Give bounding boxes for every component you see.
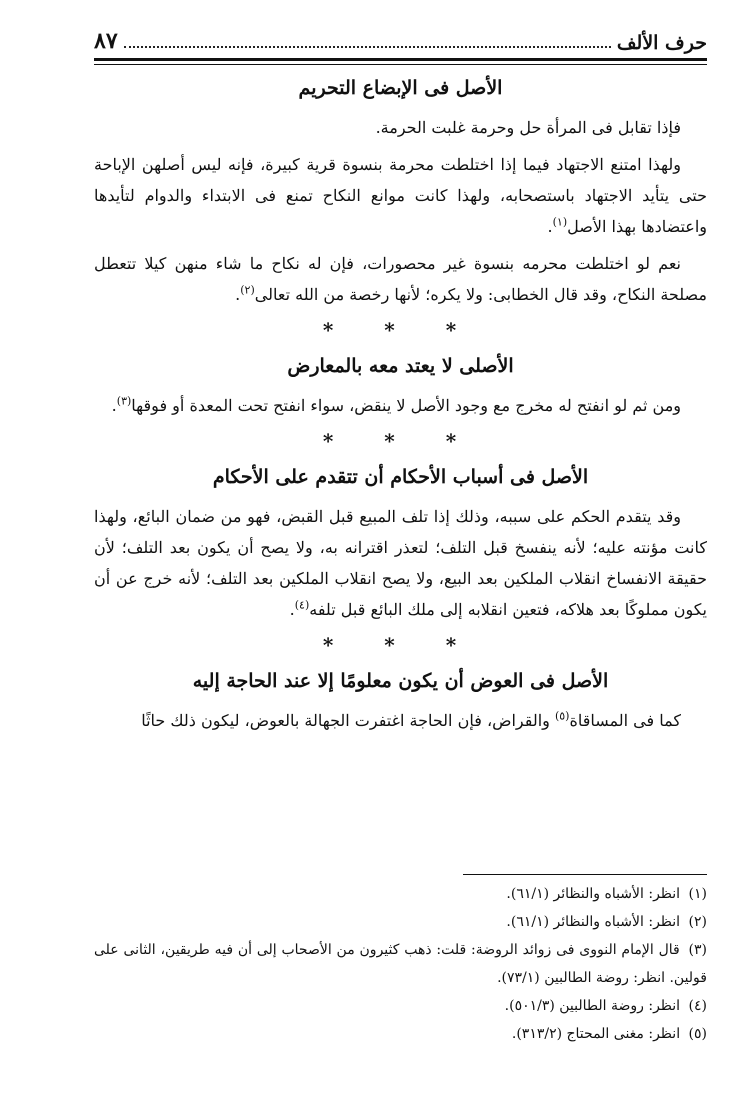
paragraph-tail: .: [235, 285, 241, 304]
footnote-text: انظر: مغنى المحتاج (٣١٣/٢).: [511, 1026, 681, 1042]
main-text: [94, 66, 707, 742]
paragraph-text: كما فى المساقاة: [569, 711, 681, 730]
footnote: [94, 880, 707, 908]
footnote-number: (١): [688, 886, 707, 902]
section-heading: الأصل فى العوض أن يكون معلومًا إلا عند الحاجة إليه: [192, 670, 609, 692]
header-rule-thin: [94, 64, 707, 65]
section-separator: * * *: [322, 318, 479, 342]
footnote-rule: [463, 874, 707, 875]
footnote-text: انظر: الأشباه والنظائر (٦١/١).: [506, 914, 681, 930]
paragraph: [94, 705, 707, 736]
paragraph: [94, 390, 707, 421]
paragraph-tail: .: [547, 217, 553, 236]
paragraph-tail: .: [111, 396, 117, 415]
paragraph: [94, 501, 707, 625]
paragraph-text: نعم لو اختلطت محرمه بنسوة غير محصورات، فإن له نكاح ما شاء منهن كيلا تتعطل مصلحة النكاح، وقد قال الخطابى: ولا يكره؛ لأنها رخصة من الله تعالى: [94, 254, 707, 304]
running-head-title: حرف الألف: [616, 32, 707, 54]
footnote: [94, 908, 707, 936]
paragraph-text: ومن ثم لو انفتح له مخرج مع وجود الأصل لا ينقض، سواء انفتح تحت المعدة أو فوقها: [131, 396, 681, 415]
footnote-number: (٣): [688, 942, 707, 958]
paragraph: [94, 248, 707, 310]
section-heading: الأصل فى الإبضاع التحريم: [298, 77, 503, 99]
page-number: ٨٧: [94, 28, 118, 54]
footnote-ref[interactable]: (٤): [294, 598, 310, 612]
footnote-ref[interactable]: (٢): [240, 283, 255, 297]
paragraph-text: فإذا تقابل فى المرأة حل وحرمة غلبت الحرمة.: [375, 118, 681, 137]
section-heading: الأصل فى أسباب الأحكام أن تتقدم على الأحكام: [212, 466, 589, 488]
footnote-number: (٢): [688, 914, 707, 930]
paragraph-text: ولهذا امتنع الاجتهاد فيما إذا اختلطت محرمة بنسوة قرية كبيرة، فإنه ليس أصلهن الإباحة حتى يتأيد الاجتهاد باستصحابه، ولهذا كانت موانع النكاح تمنع فى الابتداء والدوام لتأيدها واعتضادها بهذا الأصل: [94, 155, 707, 236]
footnotes: [94, 880, 707, 1048]
section-separator: * * *: [322, 429, 479, 453]
section-heading: الأصلى لا يعتد معه بالمعارض: [287, 355, 514, 377]
footnote: [94, 936, 707, 992]
footnote: [94, 1020, 707, 1048]
footnote-text: قال الإمام النووى فى زوائد الروضة: قلت: ذهب كثيرون من الأصحاب إلى أن فيه طريقين، الثانى على قولين. انظر: روضة الطالبين (٧٣/١).: [94, 942, 707, 986]
footnote-ref[interactable]: (٥): [554, 709, 570, 723]
footnote-ref[interactable]: (٣): [116, 394, 132, 408]
footnote-number: (٥): [688, 1026, 707, 1042]
paragraph-tail: .: [289, 600, 295, 619]
footnote-ref[interactable]: (١): [552, 215, 568, 229]
header-rule-thick: [94, 58, 707, 61]
paragraph-text: وقد يتقدم الحكم على سببه، وذلك إذا تلف المبيع قبل القبض، فهو من ضمان البائع، ولهذا كانت مؤنته عليه؛ لأنه ينفسخ قبل التلف؛ لتعذر اقترانه به، ولا يصح أن يكون بعد التلف؛ لأن حقيقة الانفساخ انقلاب الملكين بعد البيع، ولا يصح انقلاب الملكين بعد التلف؛ لأنه خرج عن أن يكون مملوكًا بعد هلاكه، فتعين انقلابه إلى ملك البائع قبل تلفه: [94, 507, 707, 619]
leader-dots: [124, 46, 611, 48]
paragraph: [94, 112, 707, 143]
paragraph-tail: والقراض، فإن الحاجة اغتفرت الجهالة بالعوض، ليكون ذلك حاثًا: [141, 711, 555, 730]
paragraph: [94, 149, 707, 242]
footnote-number: (٤): [688, 998, 707, 1014]
section-separator: * * *: [322, 633, 479, 657]
footnote-text: انظر: الأشباه والنظائر (٦١/١).: [506, 886, 681, 902]
footnote-text: انظر: روضة الطالبين (٥٠١/٣).: [504, 998, 681, 1014]
running-head: [94, 18, 707, 54]
footnote: [94, 992, 707, 1020]
